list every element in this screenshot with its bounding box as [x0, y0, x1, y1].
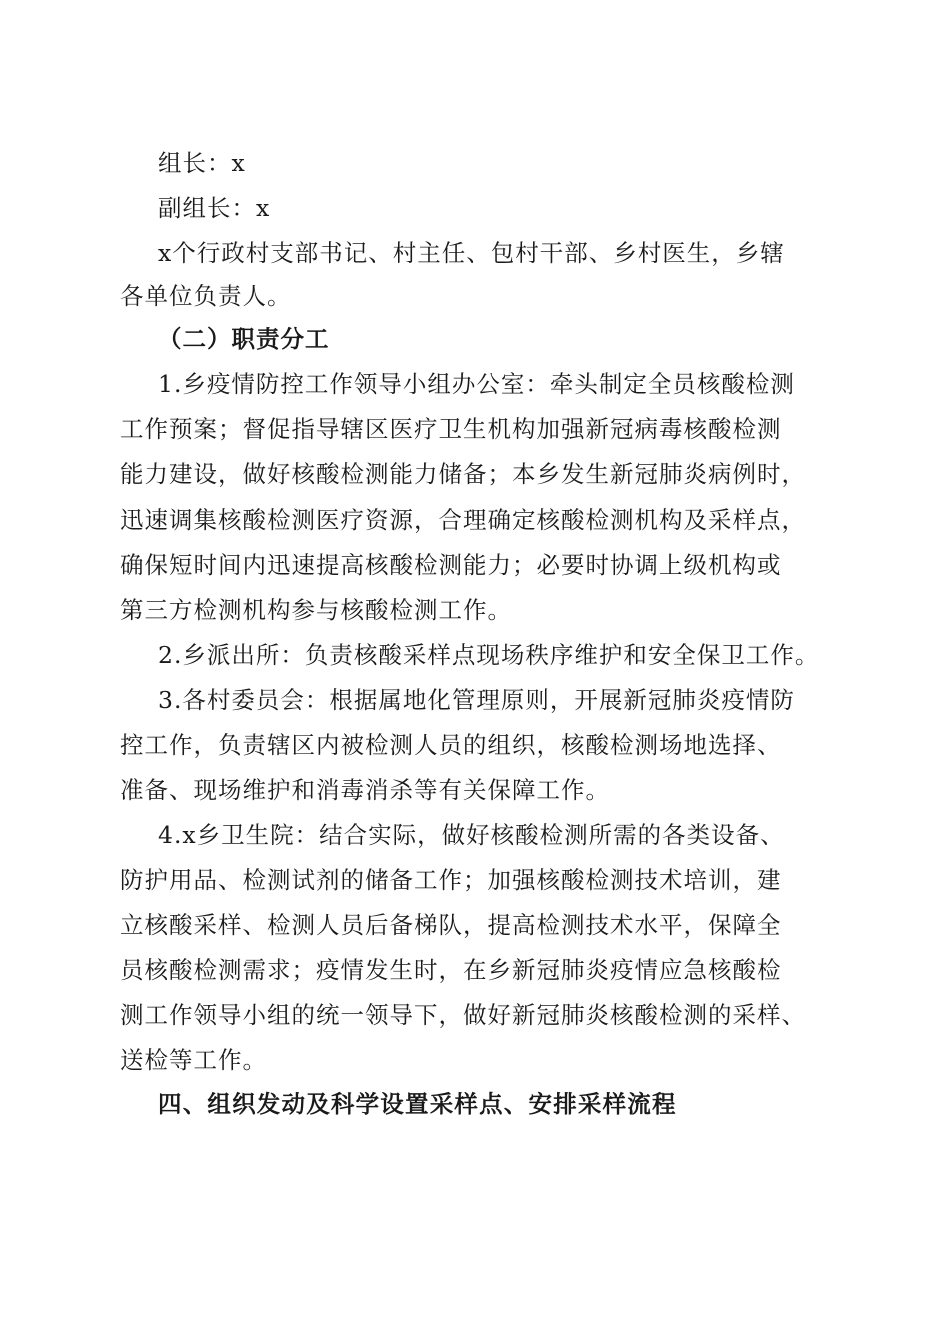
- members-line-2: 各单位负责人。: [120, 282, 292, 310]
- duty-1-line-5: 确保短时间内迅速提高核酸检测能力；必要时协调上级机构或: [120, 551, 782, 579]
- duty-1-line-4: 迅速调集核酸检测医疗资源，合理确定核酸检测机构及采样点，: [120, 506, 806, 534]
- duty-3-line-2: 控工作，负责辖区内被检测人员的组织，核酸检测场地选择、: [120, 731, 782, 759]
- section-heading-four: 四、组织发动及科学设置采样点、安排采样流程: [158, 1090, 677, 1118]
- duty-1-line-6: 第三方检测机构参与核酸检测工作。: [120, 596, 512, 624]
- deputy-group-leader-line: 副组长：x: [158, 194, 271, 222]
- group-leader-line: 组长：x: [158, 149, 246, 177]
- duty-3-line-1: 3.各村委员会：根据属地化管理原则，开展新冠肺炎疫情防: [158, 686, 795, 714]
- duty-4-line-3: 立核酸采样、检测人员后备梯队，提高检测技术水平，保障全: [120, 911, 782, 939]
- duty-4-line-6: 送检等工作。: [120, 1046, 267, 1074]
- duty-4-line-1: 4.x乡卫生院：结合实际，做好核酸检测所需的各类设备、: [158, 821, 785, 849]
- duty-4-line-2: 防护用品、检测试剂的储备工作；加强核酸检测技术培训，建: [120, 866, 782, 894]
- duty-2-line-1: 2.乡派出所：负责核酸采样点现场秩序维护和安全保卫工作。: [158, 641, 820, 669]
- duty-4-line-5: 测工作领导小组的统一领导下，做好新冠肺炎核酸检测的采样、: [120, 1001, 806, 1029]
- duty-1-line-2: 工作预案；督促指导辖区医疗卫生机构加强新冠病毒核酸检测: [120, 415, 782, 443]
- duty-1-line-3: 能力建设，做好核酸检测能力储备；本乡发生新冠肺炎病例时，: [120, 460, 806, 488]
- members-line-1: x个行政村支部书记、村主任、包村干部、乡村医生，乡辖: [158, 239, 785, 267]
- duty-3-line-3: 准备、现场维护和消毒消杀等有关保障工作。: [120, 776, 610, 804]
- duty-1-line-1: 1.乡疫情防控工作领导小组办公室：牵头制定全员核酸检测: [158, 370, 795, 398]
- duty-4-line-4: 员核酸检测需求；疫情发生时，在乡新冠肺炎疫情应急核酸检: [120, 956, 782, 984]
- section-heading-duties: （二）职责分工: [158, 325, 330, 353]
